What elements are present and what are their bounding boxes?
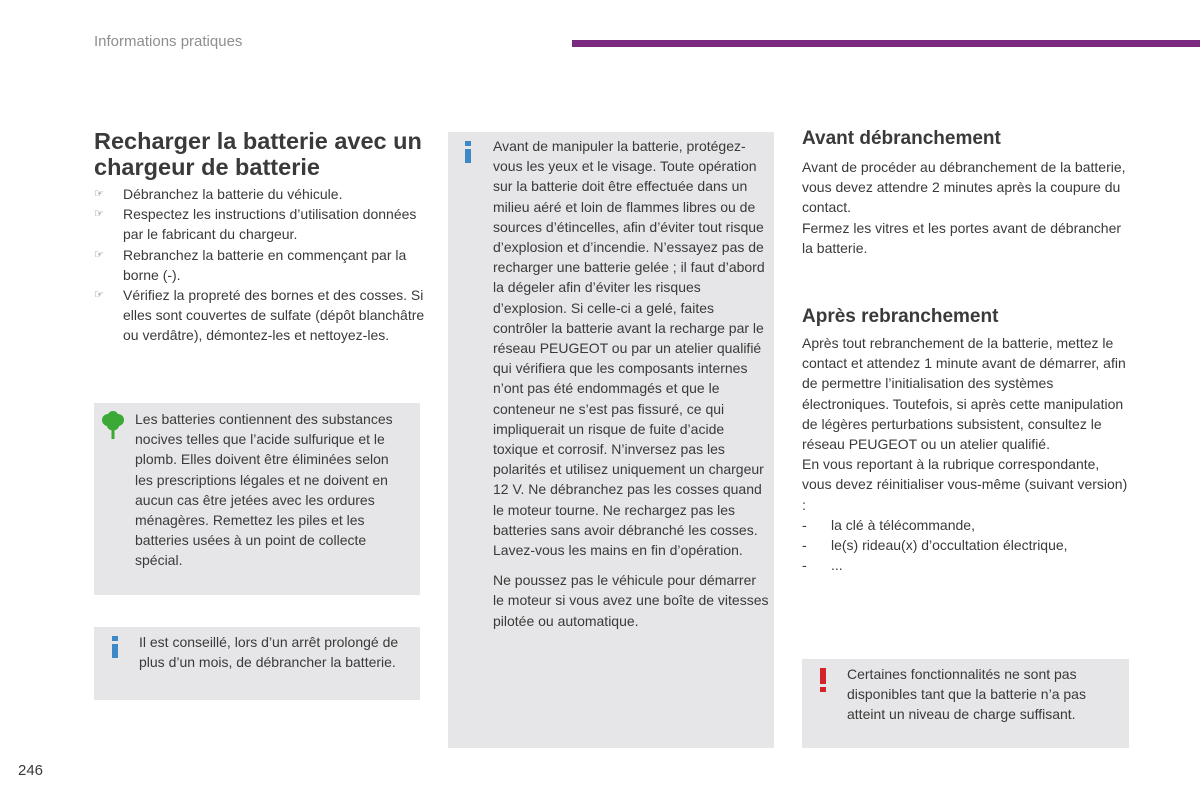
after-reconnect-heading: Après rebranchement <box>802 306 999 327</box>
dash-marker: - <box>802 516 807 533</box>
dash-marker: - <box>802 557 807 574</box>
storage-tip-box <box>94 627 420 700</box>
after-reconnect-text <box>802 333 1132 575</box>
charge-warning-box <box>802 659 1129 748</box>
before-paragraph-1: Avant de procéder au débranchement de la batterie, vous devez attendre 2 minutes après la coupure du contact. <box>802 159 1126 216</box>
header-accent-bar <box>572 40 1200 47</box>
step-text: Débranchez la batterie du véhicule. <box>123 186 343 202</box>
list-item <box>94 204 430 244</box>
list-item <box>802 535 1132 555</box>
before-paragraph-2: Fermez les vitres et les portes avant de débrancher la batterie. <box>802 219 1122 256</box>
charge-warning-text: Certaines fonctionnalités ne sont pas disponibles tant que la batterie n’a pas atteint un niveau de charge suffisant. <box>847 666 1086 723</box>
reset-item: ... <box>831 557 843 574</box>
tree-icon <box>101 411 125 439</box>
page-title: Recharger la batterie avec un chargeur de batterie <box>94 128 422 180</box>
step-text: Vérifiez la propreté des bornes et des cosses. Si elles sont couvertes de sulfate (dépôt blanchâtre ou verdâtre), démontez-les et nettoyez-les. <box>123 287 425 344</box>
section-title: Informations pratiques <box>94 33 243 50</box>
list-item <box>94 245 430 285</box>
step-text: Rebranchez la batterie en commençant par la borne (-). <box>123 246 407 283</box>
before-disconnect-heading: Avant débranchement <box>802 128 1001 149</box>
list-item <box>94 184 430 204</box>
reset-item: le(s) rideau(x) d’occultation électrique, <box>831 537 1068 554</box>
reset-item: la clé à télécommande, <box>831 516 975 533</box>
steps-list <box>94 184 430 346</box>
list-item <box>802 555 1132 575</box>
after-paragraph-1: Après tout rebranchement de la batterie, mettez le contact et attendez 1 minute avant de démarrer, afin de permettre l’initialisation des systèmes électroniques. Toutefois, si après cette manipulation de légères perturbations subsistent, consultez le réseau PEUGEOT ou un atelier qualifié. <box>802 335 1126 453</box>
hand-pointer-icon: ☞ <box>94 248 104 261</box>
list-item <box>94 285 430 346</box>
push-start-paragraph: Ne poussez pas le véhicule pour démarrer le moteur si vous avez une boîte de vitesses pilotée ou automatique. <box>493 572 769 629</box>
hand-pointer-icon: ☞ <box>94 208 104 221</box>
list-item <box>802 515 1132 535</box>
safety-info-box <box>448 132 774 748</box>
step-text: Respectez les instructions d’utilisation données par le fabricant du chargeur. <box>123 206 417 243</box>
dash-marker: - <box>802 537 807 554</box>
page-number: 246 <box>18 762 44 779</box>
before-disconnect-text <box>802 157 1132 258</box>
environment-note-text: Les batteries contiennent des substances nocives telles que l’acide sulfurique et le plomb. Elles doivent être éliminées selon les prescriptions légales et ne doivent en aucun cas être jetées avec les ordures ménagères. Remettez les piles et les batteries usées à un point de collecte spécial. <box>135 411 393 569</box>
storage-tip-text: Il est conseillé, lors d’un arrêt prolongé de plus d’un mois, de débrancher la batterie. <box>139 634 399 671</box>
reset-items-list <box>802 515 1132 576</box>
hand-pointer-icon: ☞ <box>94 188 104 200</box>
exclamation-icon <box>819 668 827 692</box>
hand-pointer-icon: ☞ <box>94 289 104 302</box>
safety-paragraph: Avant de manipuler la batterie, protégez-vous les yeux et le visage. Toute opération sur la batterie doit être effectuée dans un milieu aéré et loin de flammes libres ou de sources d’étincelles, afin d’éviter tout risque d’explosion et d’incendie. N’essayez pas de recharger une batterie gelée ; il faut d’abord la dégeler afin d’éviter les risques d’explosion. Si celle-ci a gelé, faites contrôler la batterie avant la recharge par le réseau PEUGEOT ou par un atelier qualifié qui vérifiera que les composants internes n’ont pas été endommagés et que le conteneur ne s’est pas fissuré, ce qui impliquerait un risque de fuite d’acide toxique et corrosif. N’inversez pas les polarités et utilisez uniquement un chargeur 12 V. Ne débranchez pas les cosses quand le moteur tourne. Ne rechargez pas les batteries sans avoir débranché les cosses. Lavez-vous les mains en fin d’opération. <box>493 138 765 559</box>
safety-info-content <box>493 136 770 631</box>
environment-note-box <box>94 403 420 595</box>
after-paragraph-2: En vous reportant à la rubrique correspondante, vous devez réinitialiser vous-même (suivant version) : <box>802 456 1128 513</box>
